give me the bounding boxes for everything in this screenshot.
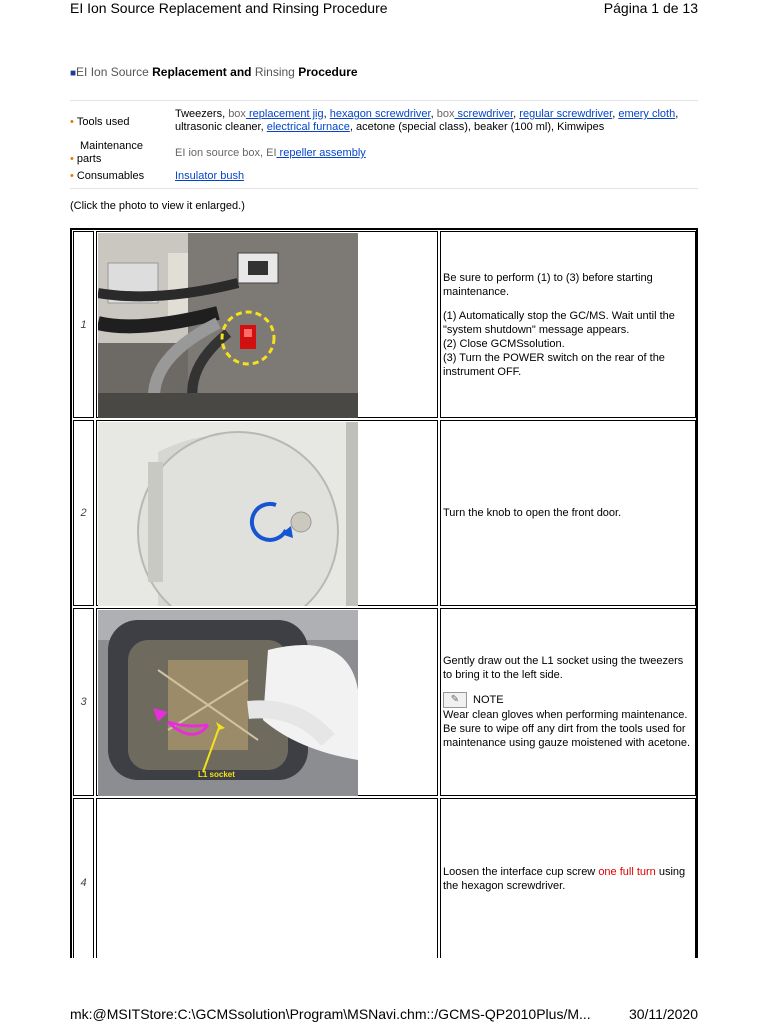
tools-row: [70, 108, 698, 138]
header-title: EI Ion Source Replacement and Rinsing Procedure: [70, 0, 388, 16]
link-emery-cloth[interactable]: emery cloth: [618, 108, 676, 120]
maintenance-label: Maintenance • parts: [70, 140, 143, 165]
maintenance-row: [70, 140, 698, 168]
step-photo-cell: [96, 231, 438, 418]
step-photo-cell: [96, 608, 438, 796]
steps-table: [70, 228, 698, 958]
tools-value: Tweezers, box replacement jig, hexagon screwdriver, box screwdriver, regular screwdriver, emery cloth, ultrasonic cleaner, electrical furnace, acetone (special class), beaker (100 ml), Kimwipes: [175, 108, 679, 133]
step-text: Loosen the interface cup screw one full turn using the hexagon screwdriver.: [440, 798, 696, 958]
divider: [70, 100, 698, 101]
step-row: [72, 420, 696, 606]
step-row: [72, 608, 696, 796]
pencil-icon: ✎: [443, 692, 467, 708]
step-row: [72, 798, 696, 958]
link-regular-screwdriver[interactable]: regular screwdriver: [519, 108, 613, 120]
consumables-value: [175, 170, 698, 183]
link-replacement-jig[interactable]: replacement jig: [245, 108, 324, 120]
step-photo-cell: [96, 420, 438, 606]
step-number: 2: [73, 420, 94, 606]
click-hint: (Click the photo to view it enlarged.): [70, 200, 245, 212]
consumables-label: • Consumables: [70, 170, 145, 182]
note-header: ✎ NOTE: [443, 692, 693, 708]
divider: [70, 188, 698, 189]
link-insulator-bush[interactable]: Insulator bush: [175, 170, 245, 182]
maintenance-value: EI ion source box, EI repeller assembly: [175, 147, 366, 159]
power-switch-photo[interactable]: [98, 233, 358, 418]
front-door-photo[interactable]: [98, 422, 358, 606]
l1-socket-photo[interactable]: [98, 610, 358, 796]
step-number: 3: [73, 608, 94, 796]
page-number: Página 1 de 13: [603, 0, 698, 16]
step-row: [72, 231, 696, 418]
link-box-screwdriver[interactable]: screwdriver: [454, 108, 514, 120]
link-electrical-furnace[interactable]: electrical furnace: [266, 121, 350, 133]
step-photo-cell: [96, 798, 438, 958]
tools-label: • Tools used: [70, 116, 130, 128]
l1-socket-label: L1 socket: [198, 770, 235, 779]
step-number: 4: [73, 798, 94, 958]
footer-date: 30/11/2020: [628, 1006, 698, 1022]
footer-path: mk:@MSITStore:C:\GCMSsolution\Program\MSNavi.chm::/GCMS-QP2010Plus/M...: [70, 1006, 591, 1022]
link-repeller-assembly[interactable]: repeller assembly: [276, 147, 366, 159]
square-bullet-icon: ■: [70, 68, 77, 79]
step-text: Gently draw out the L1 socket using the tweezers to bring it to the left side. ✎ NOTE Wear clean gloves when performing maintenance. Be sure to wipe off any dirt from the tools used for maintenance using gauze moistened with acetone.: [440, 608, 696, 796]
step-number: 1: [73, 231, 94, 418]
link-hexagon-screwdriver[interactable]: hexagon screwdriver: [329, 108, 431, 120]
step-text: Be sure to perform (1) to (3) before starting maintenance. (1) Automatically stop the GC/MS. Wait until the "system shutdown" message appears. (2) Close GCMSsolution. (3) Turn the POWER switch on the rear of the instrument OFF.: [440, 231, 696, 418]
consumables-row: [70, 170, 698, 186]
doc-title: ■EI Ion Source Replacement and Rinsing Procedure: [70, 65, 358, 79]
step-text: Turn the knob to open the front door.: [440, 420, 696, 606]
